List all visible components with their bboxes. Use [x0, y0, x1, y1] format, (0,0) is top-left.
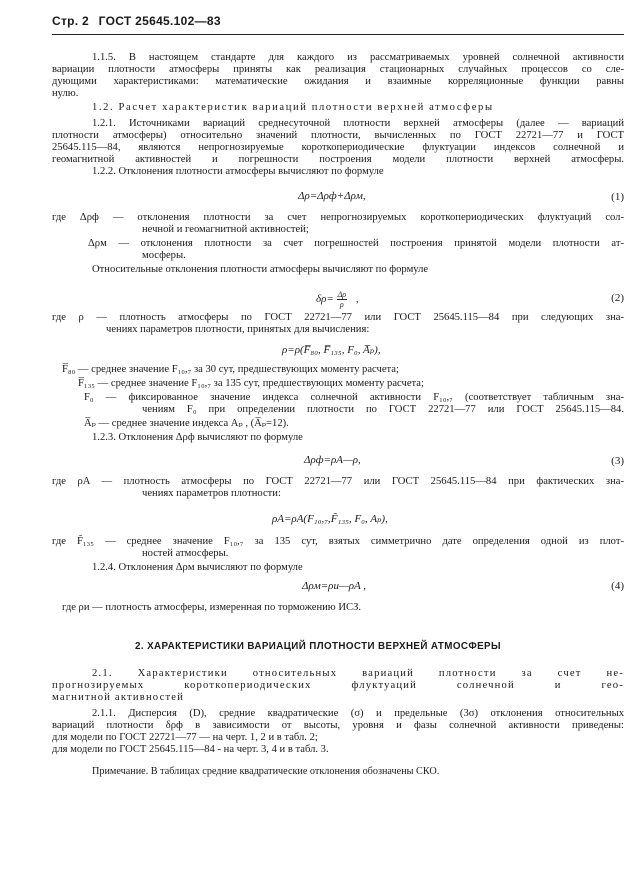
formula-3: Δρф=ρA—ρ, — [304, 454, 361, 466]
paragraph-relative-deviations: Относительные отклонения плотности атмосферы вычисляют по формуле — [92, 264, 429, 275]
formula-1: Δρ=Δρф+Δρм, — [298, 190, 366, 202]
formula-rhoA: ρA=ρA(F₁₀,₇,F̃₁₃₅, F₀, Aₚ), — [272, 513, 388, 525]
definition-6: где ρи — плотность атмосферы, измеренная по торможению ИСЗ. — [62, 602, 362, 613]
formula-2-fraction — [337, 290, 348, 309]
equation-number-3: (3) — [611, 455, 624, 467]
page-number: Стр. 2 — [52, 14, 90, 28]
definition-4-line-2: чениях параметров плотности: — [142, 488, 281, 499]
paragraph-2-1-line-3: магнитной активностей — [52, 692, 185, 703]
paragraph-1-2-1-line-3: 25645.115—84, являются непрогнозируемые короткопериодические флуктуации индексов солнечной и — [52, 142, 624, 153]
paragraph-2-1-1-line-1: 2.1.1. Дисперсия (D), средние квадратические (σ) и предельные (3σ) отклонения относительных — [92, 708, 624, 719]
paragraph-2-1-1-line-3: для модели по ГОСТ 22721—77 — на черт. 1, 2 и в табл. 2; — [52, 732, 318, 743]
definition-5-line-2: ностей атмосферы. — [142, 548, 229, 559]
definition-1-line-4: мосферы. — [142, 250, 186, 261]
paragraph-1-2-1-line-4: геомагнитной активностей и погрешности построения модели плотности верхней атмосферы. — [52, 154, 624, 165]
equation-number-2: (2) — [611, 292, 624, 304]
definition-3-line-2: F̅₁₃₅ — среднее значение F₁₀,₇ за 135 сут, предшествующих моменту расчета; — [78, 378, 424, 389]
paragraph-2-1-1-line-2: вариаций плотности δρф в зависимости от высоты, уровня и фазы солнечной активности приведены: — [52, 720, 624, 731]
formula-2-denominator: ρ — [339, 300, 344, 309]
formula-rho: ρ=ρ(F̅₈₀, F̅₁₃₅, F₀, A̅ₚ), — [282, 344, 381, 356]
definition-4-line-1: где ρA — плотность атмосферы по ГОСТ 22721—77 или ГОСТ 25645.115—84 при фактических зна- — [52, 476, 624, 487]
paragraph-1-2-3: 1.2.3. Отклонения Δρф вычисляют по формуле — [92, 432, 303, 443]
equation-number-1: (1) — [611, 191, 624, 203]
paragraph-1-2-1-line-2: плотности атмосферы) относительно значений плотности, вычисленных по ГОСТ 22721—77 и ГОСТ — [52, 130, 624, 141]
definition-1-line-3: Δρм — отклонения плотности за счет погрешностей построения принятой модели плотности ат- — [88, 238, 624, 249]
paragraph-2-1-1-line-4: для модели по ГОСТ 25645.115—84 - на черт. 3, 4 и в табл. 3. — [52, 744, 329, 755]
paragraph-2-1-line-1: 2.1. Характеристики относительных вариаций плотности за счет не- — [92, 668, 624, 679]
paragraph-1-1-5-line-3: дующими характеристиками: математические ожидания и взаимные корреляционные функции равны — [52, 76, 624, 87]
paragraph-1-1-5-line-4: нулю. — [52, 88, 79, 99]
note: Примечание. В таблицах средние квадратические отклонения обозначены СКО. — [92, 766, 440, 777]
definition-2-line-1: где ρ — плотность атмосферы по ГОСТ 22721—77 или ГОСТ 25645.115—84 при следующих зна- — [52, 312, 624, 323]
definition-3-line-3: F₀ — фиксированное значение индекса солнечной активности F₁₀,₇ (соответствует табличным зна- — [84, 392, 624, 403]
definition-5-line-1: где F̃₁₃₅ — среднее значение F₁₀,₇ за 135 сут, взятых симметрично дате определения одной из плот- — [52, 536, 624, 547]
formula-2 — [316, 290, 359, 309]
definition-1-line-1: где Δρф — отклонения плотности за счет непрогнозируемых короткопериодических флуктуаций сол- — [52, 212, 624, 223]
formula-2-numerator: Δρ — [337, 290, 347, 299]
formula-2-tail: , — [355, 293, 359, 306]
section-2-heading: 2. ХАРАКТЕРИСТИКИ ВАРИАЦИЙ ПЛОТНОСТИ ВЕРХНЕЙ АТМОСФЕРЫ — [135, 641, 501, 652]
paragraph-1-1-5-line-2: вариации плотности атмосферы приняты как реализация стационарных случайных процессов со сле- — [52, 64, 624, 75]
paragraph-1-2-2: 1.2.2. Отклонения плотности атмосферы вычисляют по формуле — [92, 166, 384, 177]
paragraph-2-1-line-2: прогнозируемых короткопериодических флуктуаций солнечной и гео- — [52, 680, 624, 691]
definition-3-line-5: A̅ₚ — среднее значение индекса Aₚ , (A̅ₚ=12). — [84, 418, 289, 429]
standard-code: ГОСТ 25645.102—83 — [98, 14, 221, 28]
definition-2-line-2: чениях параметров плотности, принятых для вычисления: — [106, 324, 370, 335]
header-rule — [52, 34, 624, 35]
equation-number-4: (4) — [611, 580, 624, 592]
definition-3-line-1: F̅₈₀ — среднее значение F₁₀,₇ за 30 сут, предшествующих моменту расчета; — [62, 364, 399, 375]
paragraph-1-2-4: 1.2.4. Отклонения Δρм вычисляют по формуле — [92, 562, 303, 573]
formula-4: Δρм=ρи—ρA , — [302, 580, 367, 592]
paragraph-1-1-5-line-1: 1.1.5. В настоящем стандарте для каждого из рассматриваемых уровней солнечной активности — [92, 52, 624, 63]
page-header — [52, 14, 227, 28]
definition-1-line-2: нечной и геомагнитной активностей; — [142, 224, 309, 235]
definition-3-line-4: чениям F₀ при определении плотности по ГОСТ 22721—77 или ГОСТ 25645.115—84. — [142, 404, 624, 415]
paragraph-1-2-1-line-1: 1.2.1. Источниками вариаций среднесуточной плотности верхней атмосферы (далее — вариаций — [92, 118, 624, 129]
formula-2-lhs: δρ= — [316, 293, 334, 306]
subsection-heading-1-2: 1.2. Расчет характеристик вариаций плотности верхней атмосферы — [92, 102, 494, 113]
